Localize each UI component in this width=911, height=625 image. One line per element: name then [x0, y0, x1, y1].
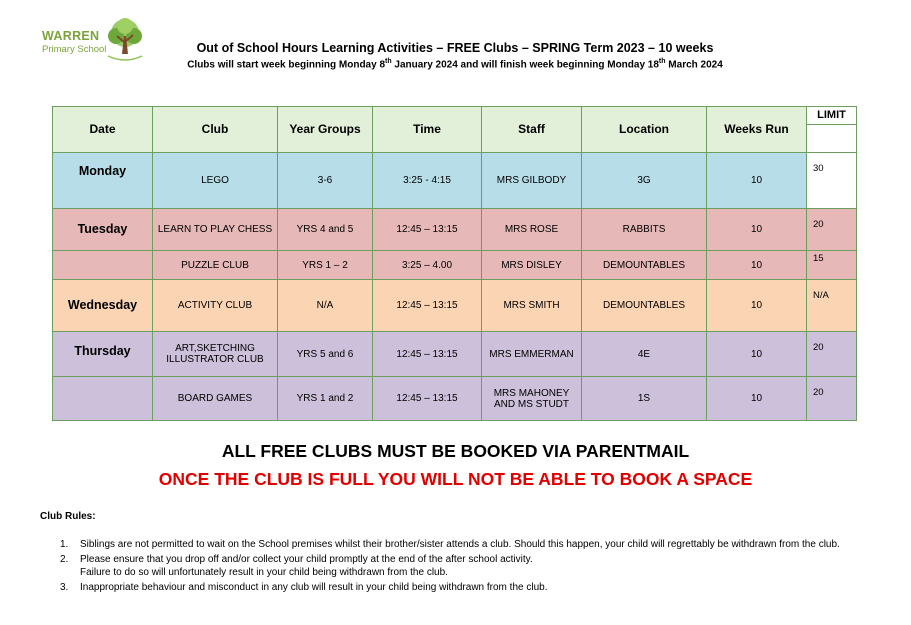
logo-subname: Primary School: [42, 44, 107, 55]
row-staff: MRS MAHONEY AND MS STUDT: [482, 377, 582, 421]
row-location: DEMOUNTABLES: [582, 280, 707, 332]
row-years: 3-6: [278, 153, 373, 209]
row-years: YRS 1 – 2: [278, 251, 373, 280]
header-limit: LIMIT: [807, 107, 857, 153]
table-row: [53, 377, 857, 421]
row-weeks: 10: [707, 153, 807, 209]
row-years: YRS 1 and 2: [278, 377, 373, 421]
row-location: 4E: [582, 332, 707, 377]
row-staff: MRS DISLEY: [482, 251, 582, 280]
row-weeks: 10: [707, 280, 807, 332]
row-day: Tuesday: [53, 209, 153, 251]
header-date: Date: [53, 107, 153, 153]
booking-notice: ALL FREE CLUBS MUST BE BOOKED VIA PARENTMAIL: [221, 441, 690, 461]
row-weeks: 10: [707, 377, 807, 421]
row-staff: MRS SMITH: [482, 280, 582, 332]
rules-list: [60, 538, 880, 596]
rule-number: 2.: [60, 554, 69, 565]
list-item: [60, 581, 880, 594]
clubs-table: [52, 106, 857, 421]
rule-text-continued: Failure to do so will unfortunately result in your child being withdrawn from the club.: [80, 567, 448, 578]
school-logo: [40, 16, 150, 72]
rule-text: Siblings are not permitted to wait on the School premises whilst their brother/sister attends a club. Should this happen, your child will regrettably be withdrawn from the club.: [80, 539, 840, 550]
header-time: Time: [373, 107, 482, 153]
row-time: 12:45 – 13:15: [373, 377, 482, 421]
row-staff: MRS EMMERMAN: [482, 332, 582, 377]
tree-icon: [102, 16, 148, 66]
rule-number: 1.: [60, 539, 69, 550]
page-subtitle: Clubs will start week beginning Monday 8th January 2024 and will finish week beginning Monday 18th March 2024: [187, 58, 723, 71]
row-day: Thursday: [53, 332, 153, 377]
row-limit: 20: [807, 209, 857, 251]
row-weeks: 10: [707, 332, 807, 377]
row-time: 12:45 – 13:15: [373, 332, 482, 377]
row-day: Wednesday: [53, 280, 153, 332]
header-location: Location: [582, 107, 707, 153]
page-title: Out of School Hours Learning Activities – FREE Clubs – SPRING Term 2023 – 10 weeks: [196, 41, 714, 55]
row-club: ART,SKETCHING ILLUSTRATOR CLUB: [153, 332, 278, 377]
header-weeks-run: Weeks Run: [707, 107, 807, 153]
rules-title: Club Rules:: [40, 511, 96, 522]
row-club: LEARN TO PLAY CHESS: [153, 209, 278, 251]
row-staff: MRS ROSE: [482, 209, 582, 251]
row-years: YRS 5 and 6: [278, 332, 373, 377]
row-club: ACTIVITY CLUB: [153, 280, 278, 332]
row-location: 3G: [582, 153, 707, 209]
list-item: [60, 553, 880, 579]
row-limit: 20: [807, 332, 857, 377]
row-years: YRS 4 and 5: [278, 209, 373, 251]
table-row: [53, 251, 857, 280]
row-club: PUZZLE CLUB: [153, 251, 278, 280]
row-club: LEGO: [153, 153, 278, 209]
row-club: BOARD GAMES: [153, 377, 278, 421]
row-years: N/A: [278, 280, 373, 332]
table-row: [53, 280, 857, 332]
row-limit: N/A: [807, 280, 857, 332]
row-weeks: 10: [707, 251, 807, 280]
row-limit: 30: [807, 153, 857, 209]
row-time: 12:45 – 13:15: [373, 280, 482, 332]
rule-number: 3.: [60, 582, 69, 593]
header-year-groups: Year Groups: [278, 107, 373, 153]
row-location: RABBITS: [582, 209, 707, 251]
row-staff: MRS GILBODY: [482, 153, 582, 209]
row-location: 1S: [582, 377, 707, 421]
row-weeks: 10: [707, 209, 807, 251]
logo-name: WARREN: [42, 29, 100, 43]
row-limit: 20: [807, 377, 857, 421]
header-club: Club: [153, 107, 278, 153]
table-row: [53, 153, 857, 209]
row-day: [53, 377, 153, 421]
row-limit: 15: [807, 251, 857, 280]
row-time: 3:25 - 4:15: [373, 153, 482, 209]
row-time: 3:25 – 4.00: [373, 251, 482, 280]
full-club-warning: ONCE THE CLUB IS FULL YOU WILL NOT BE ABLE TO BOOK A SPACE: [158, 469, 753, 489]
row-location: DEMOUNTABLES: [582, 251, 707, 280]
rule-text: Inappropriate behaviour and misconduct in any club will result in your child being withdrawn from the club.: [80, 582, 548, 593]
list-item: [60, 538, 880, 551]
row-time: 12:45 – 13:15: [373, 209, 482, 251]
rule-text: Please ensure that you drop off and/or collect your child promptly at the end of the after school activity.: [80, 554, 533, 565]
table-header-row: [53, 107, 857, 153]
row-day: [53, 251, 153, 280]
header-staff: Staff: [482, 107, 582, 153]
table-row: [53, 209, 857, 251]
row-day: Monday: [53, 153, 153, 209]
table-row: [53, 332, 857, 377]
